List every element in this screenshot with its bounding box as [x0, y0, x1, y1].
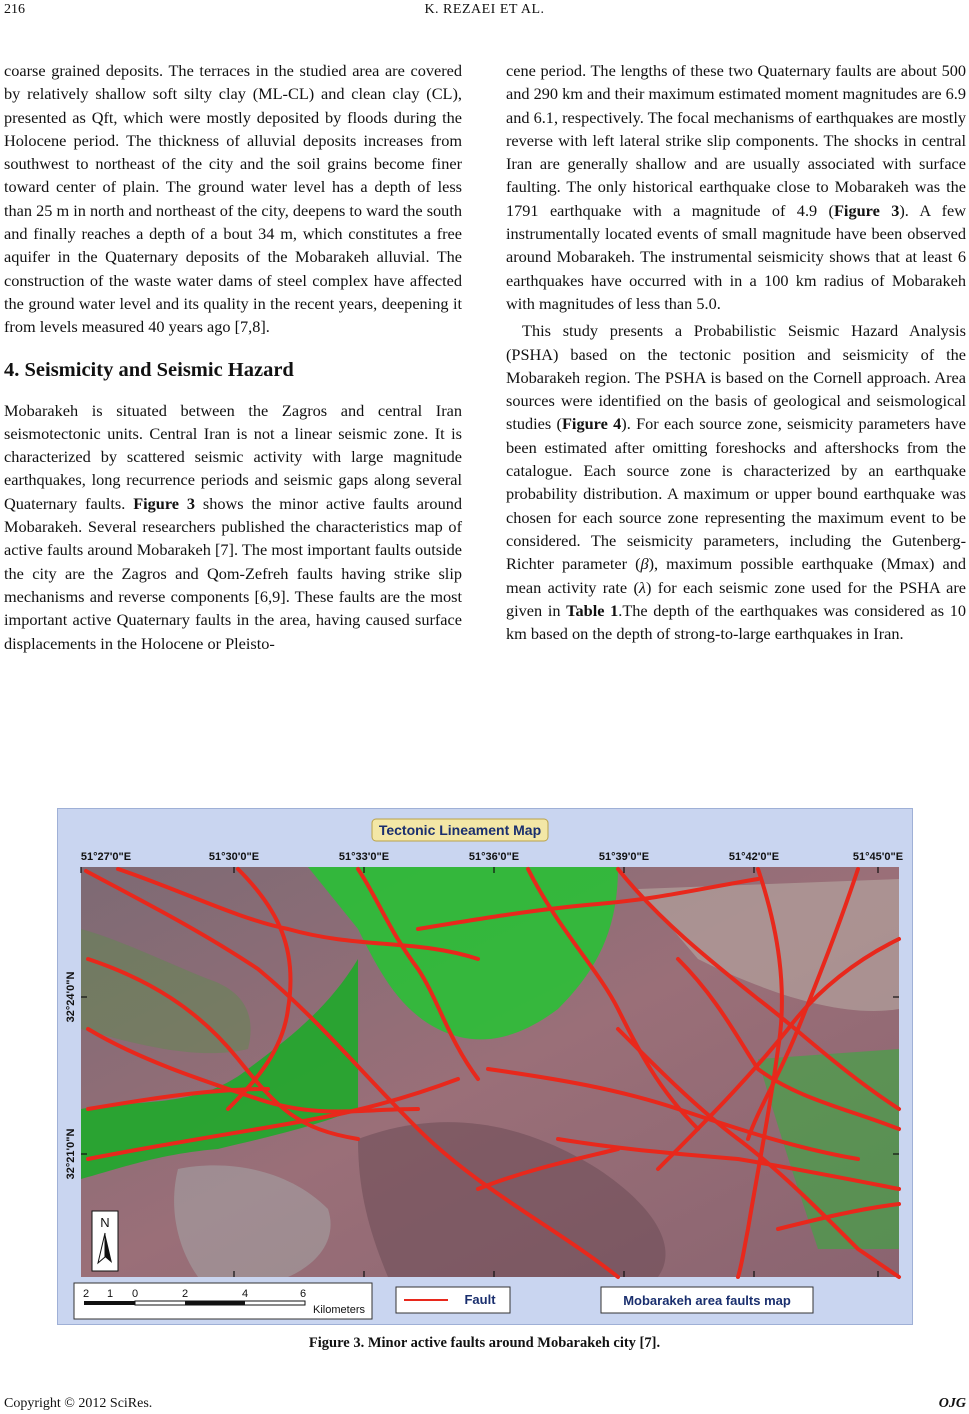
scale-tick: 2 — [181, 1288, 189, 1300]
figure-caption: Figure 3. Minor active faults around Mobarakeh city [7]. — [308, 1335, 661, 1351]
longitude-label: 51°36'0"E — [468, 851, 520, 863]
left-column — [4, 59, 462, 655]
lambda-symbol: λ — [638, 577, 646, 597]
map-name: Mobarakeh area faults map — [623, 1293, 791, 1308]
text-run: ) for each seismic zone used for the PSHA are given in — [506, 577, 966, 620]
longitude-label: 51°45'0"E — [852, 851, 904, 863]
page-number: 216 — [4, 2, 25, 17]
beta-symbol: β — [640, 554, 649, 574]
longitude-label: 51°30'0"E — [208, 851, 260, 863]
longitude-label: 51°42'0"E — [728, 851, 780, 863]
figure-ref-link[interactable]: Figure 4 — [561, 414, 622, 434]
paragraph — [506, 59, 966, 315]
running-head: K. REZAEI ET AL. — [424, 2, 545, 17]
map-svg — [58, 809, 912, 1324]
scale-tick: 2 — [82, 1288, 90, 1300]
north-label: N — [100, 1215, 110, 1230]
section-title: 4. Seismicity and Seismic Hazard — [4, 358, 294, 381]
journal-name: OJG — [938, 1396, 966, 1411]
page-header — [0, 0, 969, 22]
scale-bar — [74, 1283, 372, 1319]
scale-tick: 0 — [131, 1288, 139, 1300]
text-run: Mobarakeh is situated between the Zagros and central Iran seismotectonic units. Central Iran is not a linear seismic zone. It is characterized by scattered seismic activity with large magnitude earthquakes, long recurrence periods and seismic gaps along several Quaternary faults. — [4, 400, 462, 513]
text-run: ). For each source zone, seismicity parameters have been estimated after omitting foreshocks and aftershocks from the catalogue. Each source zone is characterized by an earthquake probability distribution. A maximum or upper bound earthquake was chosen for each source zone representing the maximum event to be considered. The seismicity parameters, including the Gutenberg-Richter parameter ( — [506, 414, 966, 574]
figure-3 — [57, 808, 913, 1325]
paragraph — [506, 319, 966, 645]
text-run: .The depth of the earthquakes was considered as 10 km based on the depth of strong-to-large earthquakes in Iran. — [506, 600, 966, 644]
longitude-label: 51°39'0"E — [598, 851, 650, 863]
legend — [396, 1287, 510, 1313]
latitude-label: 32°21'0"N — [65, 1128, 77, 1180]
paragraph — [4, 399, 462, 655]
scale-tick: 6 — [299, 1288, 307, 1300]
longitude-label: 51°27'0"E — [80, 851, 132, 863]
latitude-label: 32°24'0"N — [65, 971, 77, 1023]
paragraph: coarse grained deposits. The terraces in the studied area are covered by relatively shallow soft silty clay (ML-CL) and clean clay (CL), presented as Qft, which were mostly deposited by floods during the Holocene period. The thickness of alluvial deposits increases from southwest to northeast of the city and the soil grains become finer toward center of plain. The ground water level has a depth of less than 25 m in north and northeast of the city, deepens to ward the south and finally reaches a depth of a bout 34 m, which constitutes a free aquifer in the Quaternary deposits of the Mobarakeh alluvial. The construction of the waste water dams of steel complex have affected the ground water level and its quality in the recent years, deepening it from levels measured 40 years ago [7,8]. — [4, 61, 462, 337]
right-column — [506, 59, 966, 645]
scale-tick: 1 — [106, 1288, 114, 1300]
text-run: ), maximum possible earthquake (Mmax) and mean activity rate ( — [506, 554, 966, 597]
figure-ref-link[interactable]: Figure 3 — [133, 493, 196, 513]
north-arrow — [92, 1211, 118, 1271]
text-run: ). A few instrumentally located events of small magnitude have been observed around Mobarakeh. The instrumental seismicity shows that at least 6 earthquakes have occurred with in a 100 km radius of Mobarakeh with magnitudes of less than 5.0. — [506, 200, 966, 313]
table-ref-link[interactable]: Table 1 — [566, 600, 619, 620]
text-run: This study presents a Probabilistic Seismic Hazard Analysis (PSHA) based on the tectonic position and seismicity of the Mobarakeh region. The PSHA is based on the Cornell approach. Area sources were identified on the basis of geological and seismological studies ( — [506, 321, 966, 434]
copyright: Copyright © 2012 SciRes. — [4, 1396, 153, 1411]
scale-tick: 4 — [241, 1288, 249, 1300]
map-name-box — [601, 1287, 813, 1313]
text-run: shows the minor active faults around Mobarakeh. Several researchers published the characteristics map of active faults around Mobarakeh [7]. The most important faults outside the city are the Zagros and Qom-Zefreh faults having strike slip mechanisms and reverse components [6,9]. These faults are the most important active Quaternary faults in the area, having caused surface displacements in the Holocene or Pleisto- — [4, 493, 462, 653]
legend-label: Fault — [464, 1292, 496, 1307]
map-title: Tectonic Lineament Map — [378, 822, 542, 838]
figure-ref-link[interactable]: Figure 3 — [833, 200, 900, 220]
text-run: cene period. The lengths of these two Quaternary faults are about 500 and 290 km and their maximum estimated moment magnitudes are 6.9 and 6.1, respectively. The focal mechanisms of earthquakes are mostly reverse with left lateral strike slip components. The shocks in central Iran are generally shallow and are usually associated with surface faulting. The only historical earthquake close to Mobarakeh was the 1791 earthquake with a magnitude of 4.9 ( — [506, 61, 966, 220]
scale-unit: Kilometers — [313, 1304, 365, 1316]
longitude-label: 51°33'0"E — [338, 851, 390, 863]
